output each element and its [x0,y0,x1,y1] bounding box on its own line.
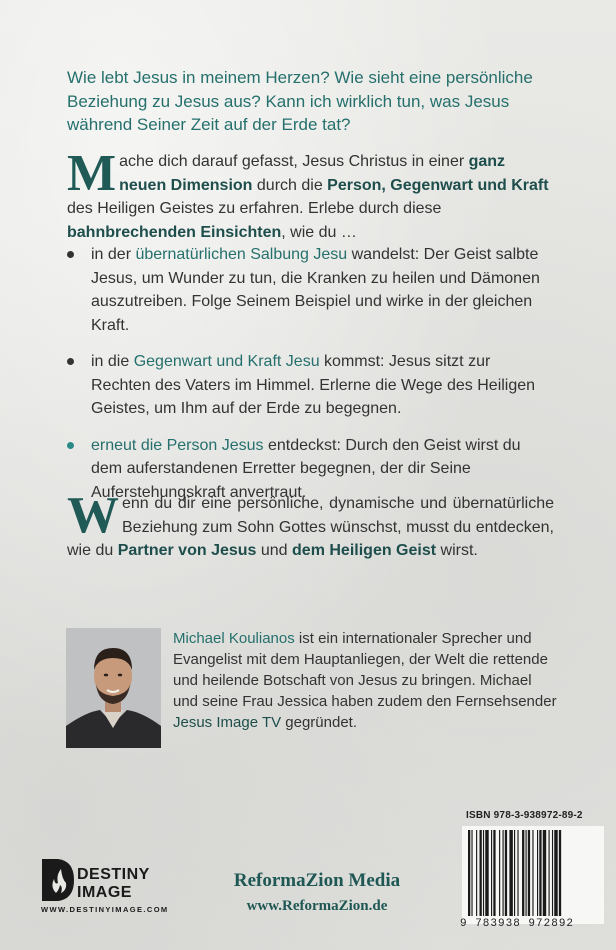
bullet-3-highlight: erneut die Person Jesus [91,436,264,454]
destiny-url: WWW.DESTINYIMAGE.COM [41,905,169,914]
destiny-name-line2: IMAGE [77,884,132,901]
barcode-bar [485,830,488,916]
bullet-dot-icon [67,358,74,365]
barcode-bar [499,830,500,916]
bullet-list [67,243,554,504]
bio-end: gegründet. [281,714,358,731]
barcode-bar [483,830,484,916]
barcode-digits: 9 783938 972892 [460,918,575,930]
barcode-bar [549,830,550,916]
p1-text-2: durch die [252,176,328,194]
publisher-logo [222,870,412,916]
barcode-bar [543,830,546,916]
intro-question: Wie lebt Jesus in meinem Herzen? Wie sieht eine persönliche Beziehung zu Jesus aus? Kann ich wirklich tun, was Jesus während Seiner Zeit auf der Erde tat? [67,68,533,134]
bullet-1-post: wandelst: Der Geist salbte Jesus, um Wunder zu tun, die Kranken zu heilen und Dämonen auszutreiben. Folge Seinem Beispiel und wirke in der gleichen Kraft. [91,246,540,334]
paragraph-2 [67,487,554,563]
barcode-bar [505,830,507,916]
publisher-name: ReformaZion Media [233,870,401,891]
bullet-2-pre: in die [91,353,134,370]
author-portrait-icon [66,628,161,748]
paragraph-1 [67,145,554,244]
p2-highlight-2: dem Heiligen Geist [292,542,437,559]
barcode-bar [554,830,557,916]
author-bio [173,628,558,733]
barcode-icon [462,826,604,924]
p1-text-1: ache dich darauf gefasst, Jesus Christus in einer [119,153,469,170]
destiny-d-flame-icon [40,857,76,903]
barcode-bar [522,830,524,916]
barcode-bar [509,830,512,916]
author-name: Michael Koulianos [173,630,295,647]
bio-tv-name: Jesus Image TV [173,714,282,731]
dropcap-w: W [67,487,119,544]
bullet-2-highlight: Gegenwart und Kraft Jesu [133,353,320,370]
p1-highlight-3: bahnbrechenden Einsichten [67,223,282,241]
barcode-bar [559,830,561,916]
bullet-item-1 [67,243,554,337]
bullet-dot-icon [67,442,74,449]
barcode-bar [517,830,518,916]
bullet-1-highlight: übernatürlichen Salbung Jesu [135,246,348,263]
dropcap-m: M [67,145,117,202]
isbn-label: ISBN 978-3-938972-89-2 [466,810,583,821]
barcode-bar [491,830,492,916]
bullet-dot-icon [67,251,74,258]
barcode-bar [480,830,482,916]
barcode-bar [537,830,538,916]
p2-text-3: wirst. [436,542,478,559]
p2-text-1: enn du dir eine persönliche, dynamische und übernatürliche Beziehung zum Sohn Gottes wünschst, musst du entdecken, wie du [67,495,554,559]
p1-text-3: des Heiligen Geistes zu erfahren. Erlebe durch diese [67,200,442,217]
author-photo [66,628,161,748]
p1-highlight-1: ganz neuen Dimension [119,153,506,194]
barcode [462,826,604,924]
p1-highlight-2: Person, Gegenwart und Kraft [327,176,549,194]
bio-text: ist ein internationaler Sprecher und Evangelist mit dem Hauptanliegen, der Welt die rettende und heilende Botschaft von Jesus zu bringen. Michael und seine Frau Jessica haben zudem den Fernsehsender [173,630,557,710]
bullet-2-post: kommst: Jesus sitzt zur Rechten des Vaters im Himmel. Erlerne die Wege des Heiligen Geistes, um Ihm auf der Erde zu begegnen. [91,353,536,417]
barcode-bar [468,830,470,916]
barcode-bar [552,830,553,916]
p2-text-2: und [256,542,293,559]
barcode-bar [503,830,504,916]
barcode-bar [471,830,472,916]
barcode-bar [532,830,533,916]
barcode-bar [528,830,530,916]
barcode-bar [526,830,527,916]
destiny-name-line1: DESTINY [77,866,150,883]
publisher-url: www.ReformaZion.de [246,898,388,914]
p1-text-4: , wie du … [281,223,357,241]
barcode-bar [514,830,515,916]
barcode-bar [539,830,541,916]
bullet-3-post: entdeckst: Durch den Geist wirst du dem auferstandenen Erretter begegnen, der dir Seine Auferstehungskraft anvertraut. [91,436,521,501]
barcode-bar [476,830,477,916]
bullet-item-2 [67,350,554,421]
p2-highlight-1: Partner von Jesus [117,542,257,559]
bullet-1-pre: in der [91,246,136,263]
barcode-bar [493,830,495,916]
